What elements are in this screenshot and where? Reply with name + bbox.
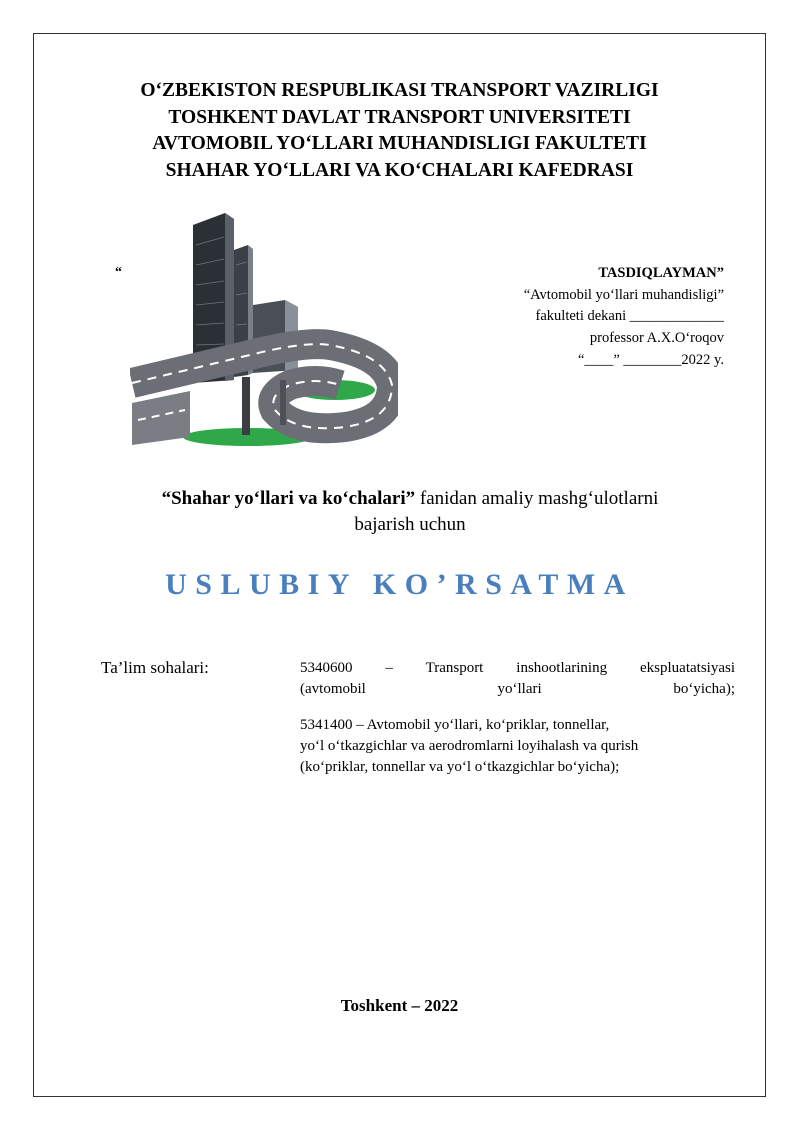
approval-line-faculty: “Avtomobil yo‘llari muhandisligi”	[523, 286, 724, 303]
field-item-1	[300, 658, 735, 700]
approval-line-dean: fakulteti dekani _____________	[535, 308, 724, 325]
fields-list	[300, 658, 735, 793]
subject-description: fanidan amaliy mashg‘ulotlarni	[415, 488, 659, 509]
subject-block	[60, 486, 760, 538]
header-faculty: AVTOMOBIL YO‘LLARI MUHANDISLIGI FAKULTETI	[152, 133, 647, 154]
field-item-2	[300, 715, 735, 778]
field-item-2-line1: 5341400 – Avtomobil yo‘llari, ko‘priklar, tonnellar,	[300, 717, 610, 733]
fields-label: Ta’lim sohalari:	[101, 658, 209, 677]
field-item-2-line3: (ko‘priklar, tonnellar va yo‘l o‘tkazgichlar bo‘yicha);	[300, 759, 620, 775]
field-item-1-line1: 5340600 – Transport inshootlarining ekspluatatsiyasi	[300, 660, 735, 676]
subject-title: “Shahar yo‘llari va ko‘chalari”	[161, 488, 416, 509]
field-item-2-line2: yo‘l o‘tkazgichlar va aerodromlarni loyihalash va qurish	[300, 738, 639, 754]
left-quote-mark: “	[115, 265, 122, 280]
header-university: TOSHKENT DAVLAT TRANSPORT UNIVERSITETI	[168, 106, 631, 128]
city-road-illustration	[130, 205, 398, 455]
document-header	[33, 78, 766, 184]
footer-city-year: Toshkent – 2022	[340, 996, 459, 1015]
approval-title: TASDIQLAYMAN”	[598, 265, 724, 281]
header-department: SHAHAR YO‘LLARI VA KO‘CHALARI KAFEDRASI	[165, 159, 634, 181]
subject-purpose: bajarish uchun	[354, 514, 466, 535]
header-ministry: O‘ZBEKISTON RESPUBLIKASI TRANSPORT VAZIRLIGI	[140, 80, 659, 101]
approval-line-date: “____” ________2022 y.	[577, 351, 724, 368]
field-item-1-line2: (avtomobil yo‘llari bo‘yicha);	[300, 681, 735, 697]
page-border	[33, 33, 766, 1097]
approval-block	[524, 263, 724, 372]
approval-line-professor: professor A.X.O‘roqov	[589, 330, 724, 347]
document-title: USLUBIY KO’RSATMA	[165, 568, 634, 601]
